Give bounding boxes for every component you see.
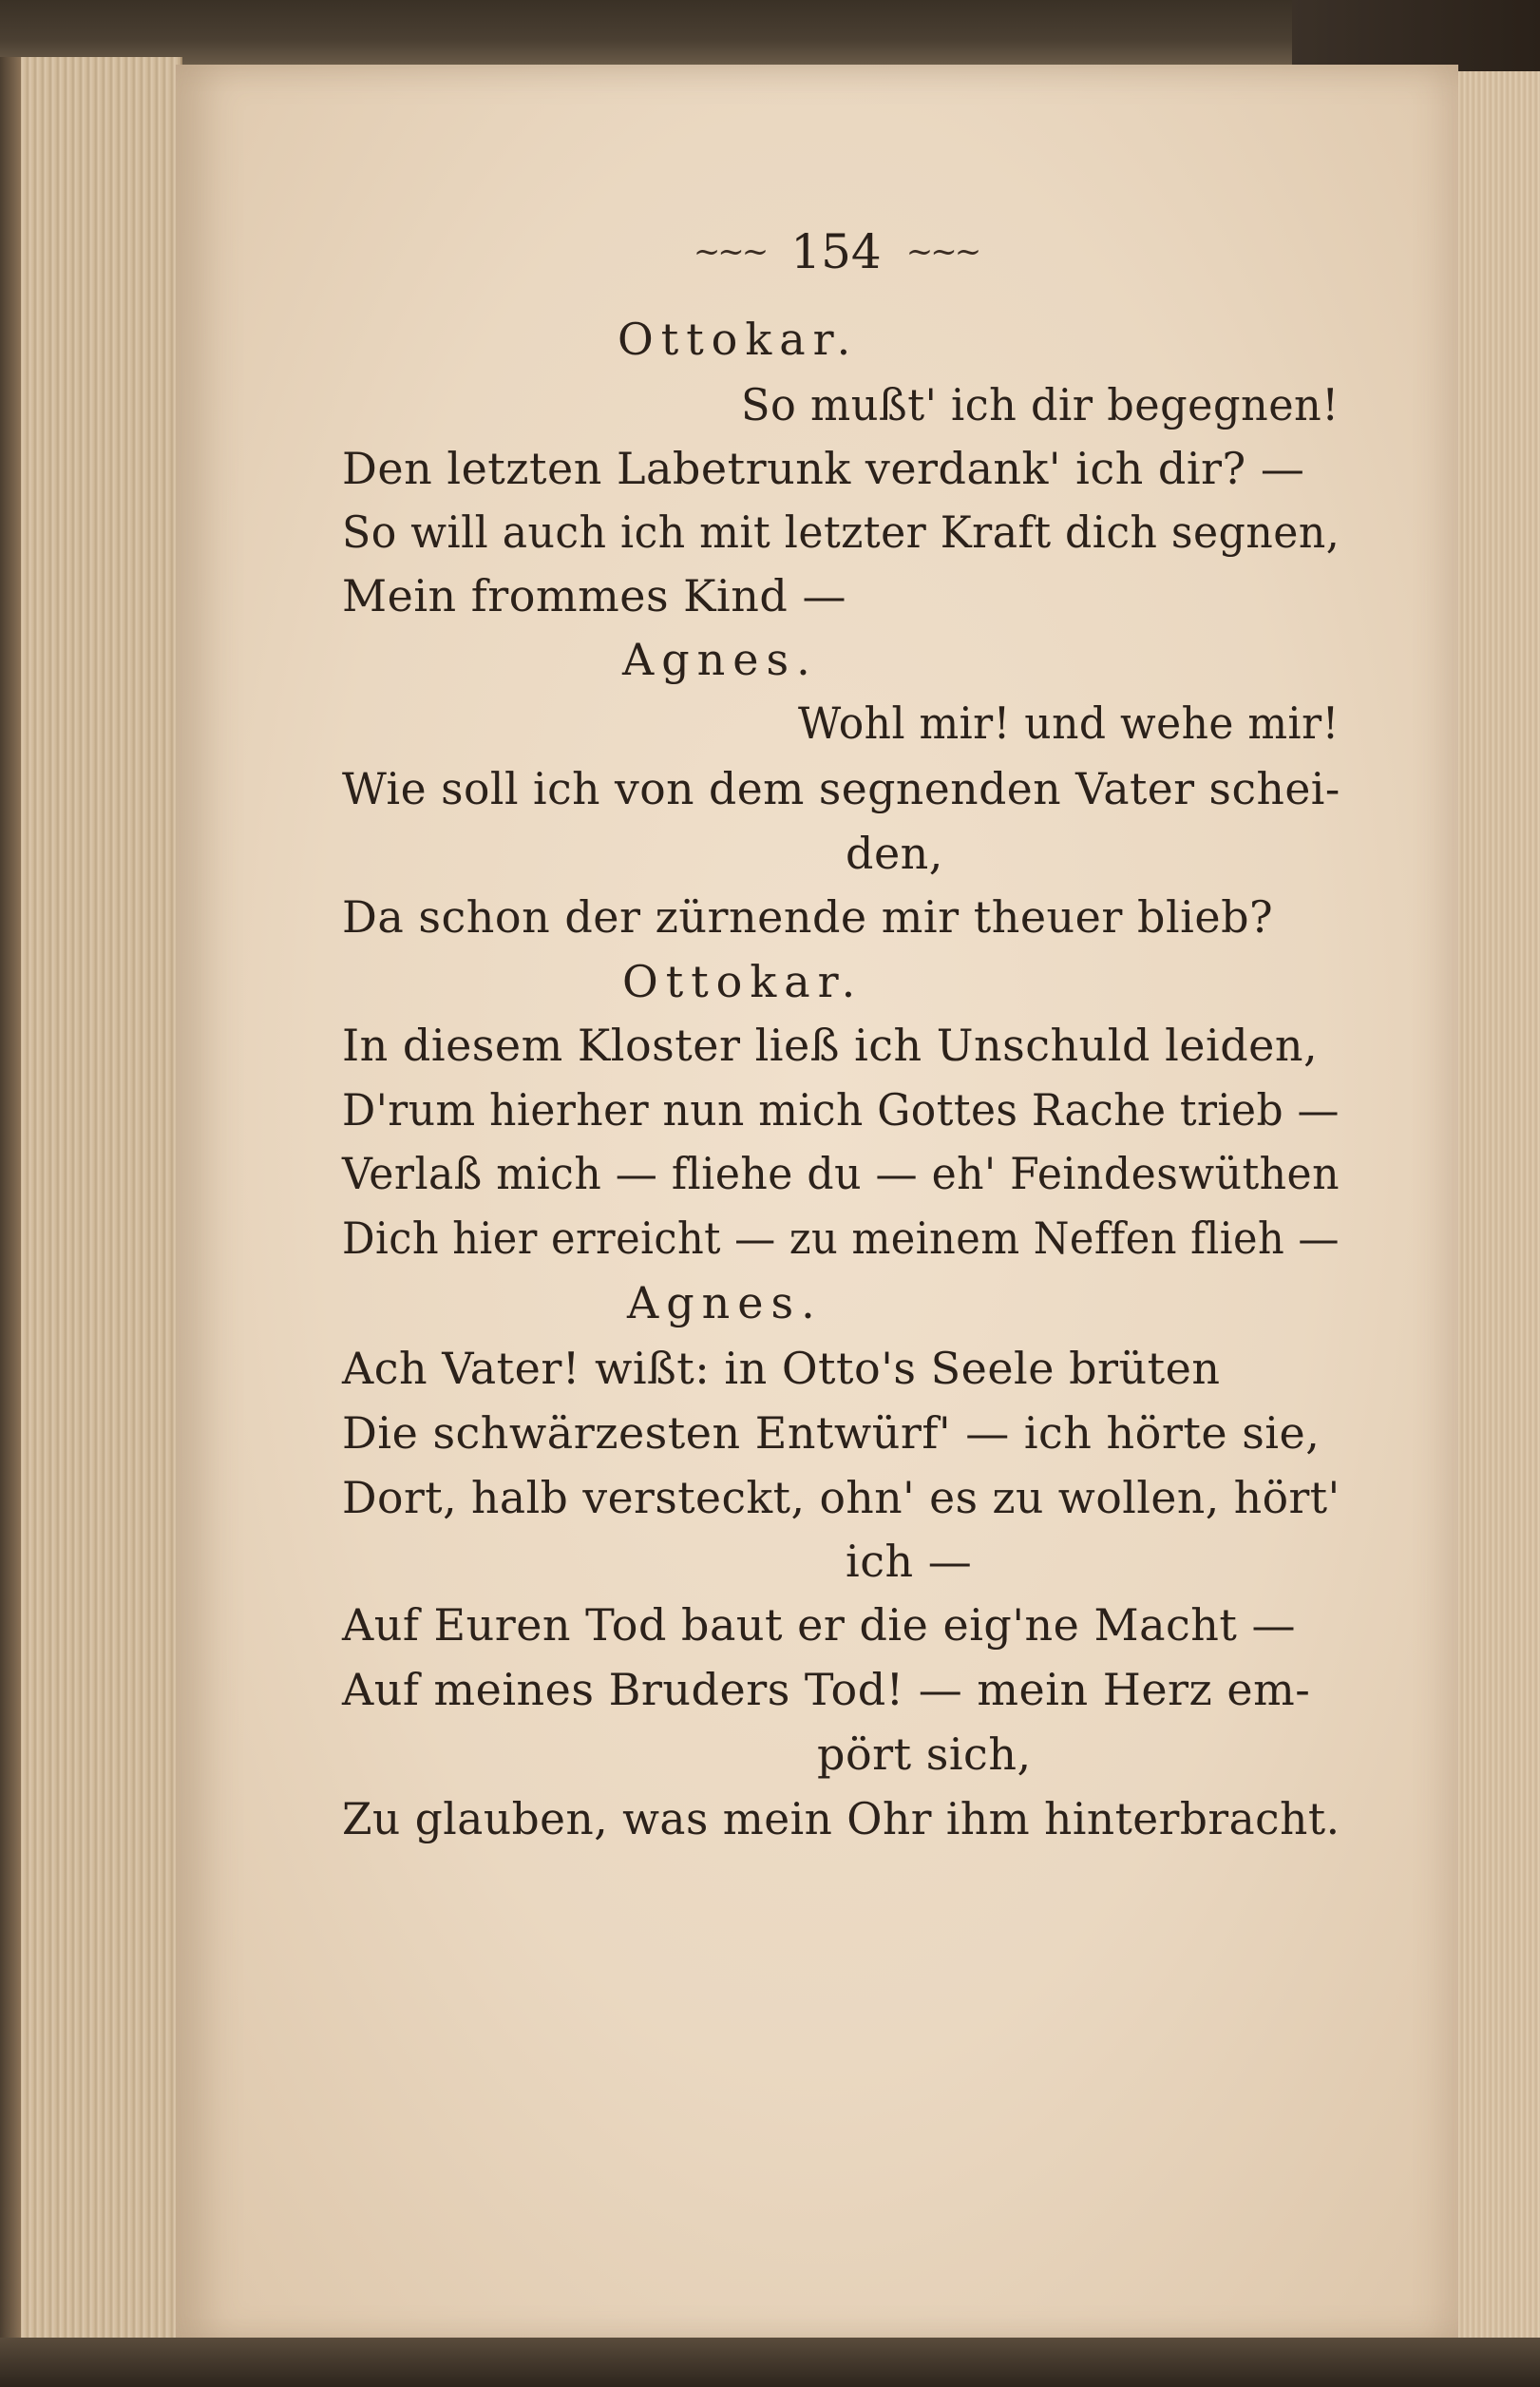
verse-line: Den letzten Labetrunk verdank' ich dir? — [342,443,1305,494]
verse-line: So mußt' ich dir begegnen! [741,379,1340,430]
verse-line: Da schon der zürnende mir theuer blieb? [342,891,1274,943]
page-number: 154 [790,224,882,279]
verse-line: D'rum hierher nun mich Gottes Rache trieb — [342,1084,1340,1136]
verse-line: So will auch ich mit letzter Kraft dich segnen, [342,506,1340,558]
verse-line: Auf meines Bruders Tod! — mein Herz em- [342,1664,1311,1715]
speaker-agnes: Agnes. [622,634,818,685]
speaker-ottokar: Ottokar. [622,956,864,1007]
verse-line: den, [846,828,943,879]
left-ornament: ~~~ [693,233,767,271]
right-ornament: ~~~ [905,233,979,271]
verse-line: In diesem Kloster ließ ich Unschuld leiden, [342,1020,1319,1071]
verse-line: Verlaß mich — fliehe du — eh' Feindeswüthen [342,1148,1340,1199]
verse-line: Wie soll ich von dem segnenden Vater schei- [342,763,1340,814]
verse-line: Wohl mir! und wehe mir! [798,697,1340,749]
speaker-agnes: Agnes. [627,1277,823,1328]
verse-line: Dort, halb versteckt, ohn' es zu wollen, hört' [342,1472,1340,1523]
verse-line: Mein frommes Kind — [342,570,846,621]
verse-line: Ach Vater! wißt: in Otto's Seele brüten [342,1343,1221,1394]
verse-line: ich — [846,1536,973,1587]
verse-line: Die schwärzesten Entwürf' — ich hörte sie, [342,1407,1321,1459]
verse-line: Dich hier erreicht — zu meinem Neffen flieh — [342,1213,1340,1264]
verse-line: Auf Euren Tod baut er die eig'ne Macht — [342,1599,1296,1651]
verse-line: Zu glauben, was mein Ohr ihm hinterbracht. [342,1793,1340,1844]
verse-line: pört sich, [817,1728,1032,1780]
speaker-ottokar: Ottokar. [618,314,859,365]
